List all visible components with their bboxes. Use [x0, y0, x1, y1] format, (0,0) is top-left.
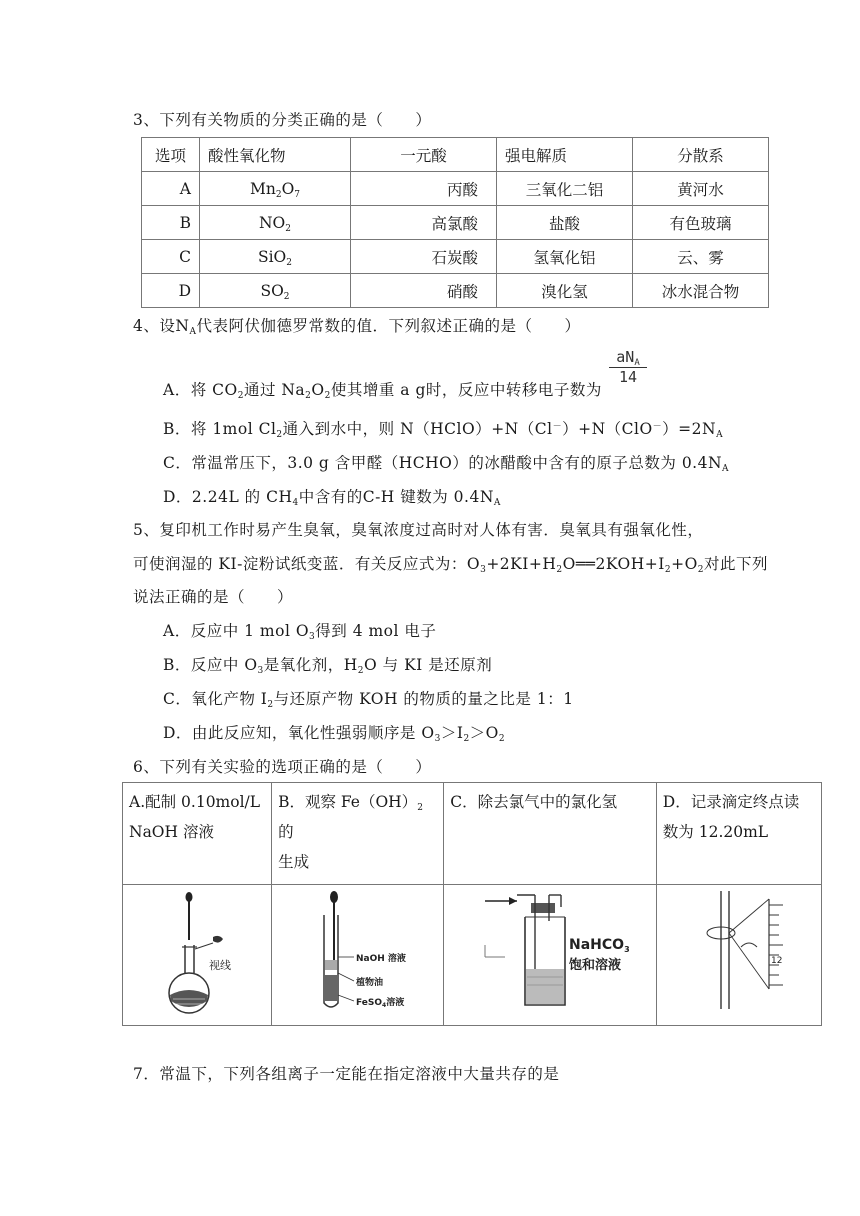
- oxide-cell: $SO_2$: [200, 274, 351, 308]
- acid-cell: 硝酸: [351, 274, 497, 308]
- electrolyte-cell: 氢氧化铝: [497, 240, 633, 274]
- q5-option-c: C．氧化产物 $I_2$与还原产物 KOH 的物质的量之比是 1：1: [163, 690, 574, 710]
- acid-cell: 丙酸: [351, 172, 497, 206]
- electrolyte-cell: 盐酸: [497, 206, 633, 240]
- electron-transfer-fraction: [609, 348, 647, 386]
- fraction-denominator: 14: [618, 368, 638, 386]
- option-cell: D: [142, 274, 200, 308]
- option-cell-a: A.配制 0.10mol/L NaOH 溶液: [123, 783, 272, 885]
- figure-burette-reading: [656, 885, 821, 1026]
- table-row: [142, 240, 769, 274]
- table-row: [123, 783, 822, 885]
- header-cell: 强电解质: [497, 138, 633, 172]
- dispersion-cell: 云、雾: [633, 240, 769, 274]
- table-header-row: [142, 138, 769, 172]
- fraction-numerator: $aN_A$: [609, 348, 647, 368]
- option-cell-d: D．记录滴定终点读 数为 12.20mL: [656, 783, 821, 885]
- q4-option-a: A．将 $CO_2$通过 $Na_2O_2$使其增重 a g时，反应中转移电子数为: [163, 381, 602, 401]
- q5-stem-line1: 5、复印机工作时易产生臭氧，臭氧浓度过高时对人体有害．臭氧具有强氧化性，: [133, 521, 704, 539]
- oxide-cell: SiO$_2$: [200, 240, 351, 274]
- q5-stem-line2: 可使润湿的 KI-淀粉试纸变蓝．有关反应式为：$O_3+2KI+H_2O══2KOH+I_2+O_2$对此下列: [133, 555, 769, 575]
- q4-stem: 4、设$N_A$代表阿伏伽德罗常数的值．下列叙述正确的是（ ）: [133, 317, 581, 337]
- table-row: [142, 206, 769, 240]
- figure-gas-washing-bottle: [444, 885, 657, 1026]
- q3-table: [141, 137, 769, 308]
- table-row: [142, 172, 769, 206]
- q5-option-a: A．反应中 1 mol $O_3$得到 4 mol 电子: [163, 622, 437, 642]
- feso4-label: FeSO$_4$溶液: [355, 998, 404, 1009]
- naoh-label: NaOH 溶液: [355, 954, 406, 964]
- dispersion-cell: 有色玻璃: [633, 206, 769, 240]
- option-cell: B: [142, 206, 200, 240]
- acid-cell: 石炭酸: [351, 240, 497, 274]
- sight-line-label: 视线: [209, 959, 232, 972]
- option-cell-b: B．观察 $Fe(OH)_2$的 生成: [272, 783, 444, 885]
- oxide-cell: $Mn_2O_7$: [200, 172, 351, 206]
- table-row: [123, 885, 822, 1026]
- acid-cell: 高氯酸: [351, 206, 497, 240]
- q3-stem: 3、下列有关物质的分类正确的是（ ）: [133, 111, 432, 129]
- q5-option-d: D．由此反应知，氧化性强弱顺序是 $O_3>I_2>O_2$: [163, 724, 506, 744]
- dispersion-cell: 黄河水: [633, 172, 769, 206]
- q4-option-b: B．将 1mol $Cl_2$通入到水中，则 $N(HClO)+N(Cl^-)+N(ClO^-)=2N_A$: [163, 420, 724, 440]
- option-cell: C: [142, 240, 200, 274]
- q5-stem-line3: 说法正确的是（ ）: [133, 588, 294, 606]
- burette-scale-label: 12: [770, 956, 783, 966]
- option-cell: A: [142, 172, 200, 206]
- figure-volumetric-flask: [123, 885, 272, 1026]
- oil-label: 植物油: [355, 978, 383, 988]
- header-cell: 分散系: [633, 138, 769, 172]
- header-cell: 酸性氧化物: [200, 138, 351, 172]
- figure-test-tube: [272, 885, 444, 1026]
- saturated-solution-label: 饱和溶液: [569, 958, 622, 973]
- dispersion-cell: 冰水混合物: [633, 274, 769, 308]
- table-row: [142, 274, 769, 308]
- q7-stem: 7．常温下，下列各组离子一定能在指定溶液中大量共存的是: [133, 1065, 560, 1083]
- option-cell-c: C．除去氯气中的氯化氢: [444, 783, 657, 885]
- q6-stem: 6、下列有关实验的选项正确的是（ ）: [133, 758, 432, 776]
- header-cell: 一元酸: [351, 138, 497, 172]
- q4-option-d: D．2.24L 的 $CH_4$中含有的C-H 键数为 $0.4N_A$: [163, 488, 501, 508]
- q5-option-b: B．反应中 $O_3$是氧化剂，$H_2O$ 与 KI 是还原剂: [163, 656, 493, 676]
- oxide-cell: $NO_2$: [200, 206, 351, 240]
- electrolyte-cell: 溴化氢: [497, 274, 633, 308]
- electrolyte-cell: 三氧化二铝: [497, 172, 633, 206]
- q4-option-c: C．常温常压下，3.0 g 含甲醛（HCHO）的冰醋酸中含有的原子总数为 $0.4N_A$: [163, 454, 730, 474]
- header-cell: 选项: [142, 138, 200, 172]
- q6-table: [122, 782, 822, 1026]
- nahco3-label: NaHCO$_3$: [569, 937, 630, 954]
